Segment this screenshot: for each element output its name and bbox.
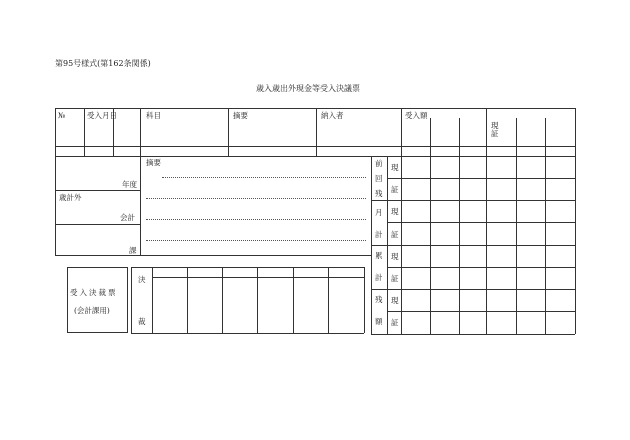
approval-char-bottom: 裁 — [138, 317, 146, 326]
type-label-3: 現 — [391, 207, 399, 216]
group-char-2: 残 — [375, 189, 383, 198]
form-number: 第95号様式(第162条関係) — [55, 59, 151, 68]
type-label-7: 現 — [391, 296, 399, 305]
label-year: 年度 — [122, 180, 137, 189]
group-char-6: 計 — [375, 273, 383, 282]
label-section: 課 — [129, 246, 137, 255]
summary-line-1 — [162, 177, 366, 178]
summary-line-3 — [146, 219, 366, 220]
type-label-5: 現 — [391, 252, 399, 261]
header-cert: 証 — [491, 129, 499, 138]
header-no: № — [58, 111, 66, 120]
group-char-0: 前 — [375, 159, 383, 168]
group-char-8: 額 — [375, 317, 383, 326]
group-char-3: 月 — [375, 208, 383, 217]
group-char-7: 残 — [375, 295, 383, 304]
header-amount: 受入額 — [405, 111, 428, 120]
summary-label: 摘要 — [146, 158, 161, 167]
label-account: 会計 — [120, 213, 135, 222]
form-title: 歳入歳出外現金等受入決議票 — [256, 84, 360, 93]
type-label-6: 証 — [391, 274, 399, 283]
type-label-8: 証 — [391, 318, 399, 327]
stamp-title: 受入決裁票 — [70, 288, 118, 297]
group-char-4: 計 — [375, 230, 383, 239]
header-item: 科目 — [146, 111, 161, 120]
header-payer: 納入者 — [321, 111, 344, 120]
group-char-1: 回 — [375, 174, 383, 183]
header-receipt-date: 受入月日 — [87, 111, 117, 120]
summary-line-2 — [146, 198, 366, 199]
type-label-4: 証 — [391, 230, 399, 239]
type-label-0: 現 — [391, 163, 399, 172]
header-cash: 現 — [491, 121, 499, 130]
group-char-5: 累 — [375, 251, 383, 260]
receipt-stamp-box — [67, 267, 128, 333]
header-summary: 摘要 — [233, 111, 248, 120]
summary-line-4 — [146, 240, 366, 241]
approval-char-top: 決 — [138, 275, 146, 284]
label-outside-account: 歳計外 — [59, 193, 82, 202]
stamp-subtitle: (会計課用) — [74, 306, 110, 315]
type-label-1: 証 — [391, 185, 399, 194]
